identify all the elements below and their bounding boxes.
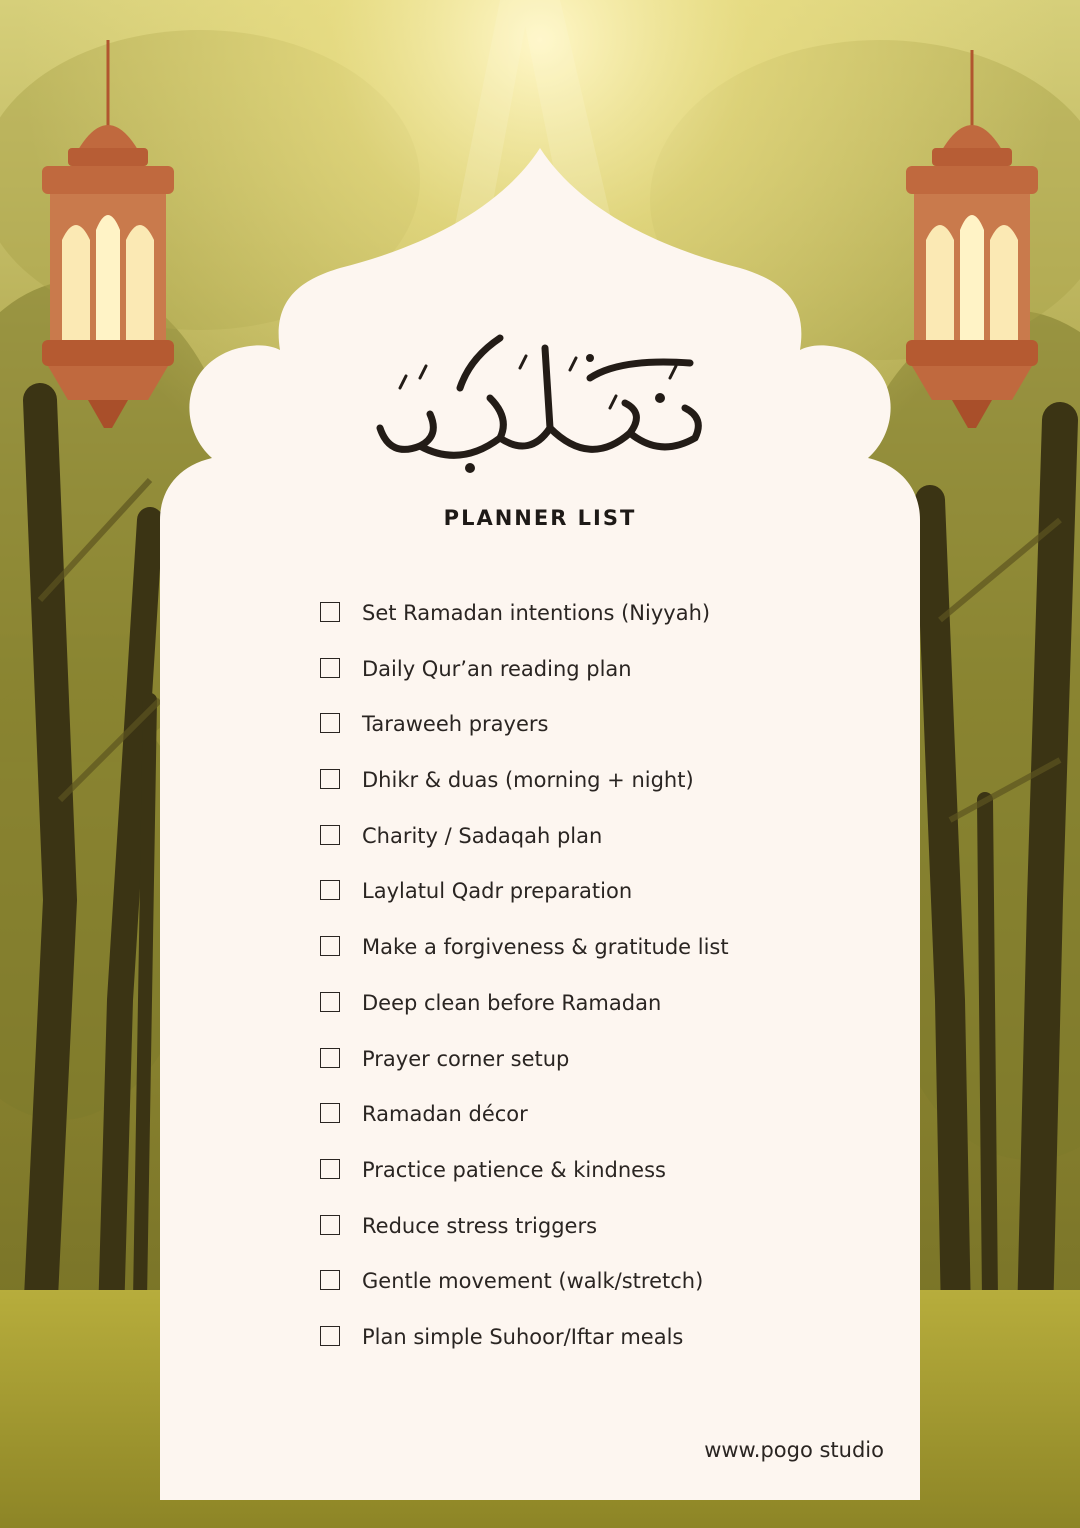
checklist-item-label: Reduce stress triggers: [362, 1213, 598, 1238]
checklist-item-label: Prayer corner setup: [362, 1046, 570, 1071]
checklist-item[interactable]: [320, 988, 880, 1044]
checklist: [320, 598, 880, 1378]
checklist-item[interactable]: [320, 709, 880, 765]
checklist-item[interactable]: [320, 876, 880, 932]
checkbox-icon[interactable]: [320, 1270, 340, 1290]
checkbox-icon[interactable]: [320, 1159, 340, 1179]
checkbox-icon[interactable]: [320, 769, 340, 789]
checkbox-icon[interactable]: [320, 713, 340, 733]
checklist-item[interactable]: [320, 932, 880, 988]
checkbox-icon[interactable]: [320, 1215, 340, 1235]
footer-url: www.pogo studio: [704, 1438, 884, 1462]
checkbox-icon[interactable]: [320, 602, 340, 622]
ramadan-kareem-calligraphy: [360, 318, 720, 498]
checklist-item-label: Dhikr & duas (morning + night): [362, 768, 694, 793]
checklist-item[interactable]: [320, 1155, 880, 1211]
checklist-item-label: Set Ramadan intentions (Niyyah): [362, 601, 711, 625]
planner-title: PLANNER LIST: [443, 506, 637, 530]
checklist-item-label: Practice patience & kindness: [362, 1157, 666, 1182]
checklist-item[interactable]: [320, 654, 880, 710]
checklist-item-label: Ramadan décor: [362, 1102, 528, 1127]
checkbox-icon[interactable]: [320, 825, 340, 845]
checklist-item[interactable]: [320, 765, 880, 821]
checklist-item-label: Daily Qur’an reading plan: [362, 656, 632, 681]
checklist-item-label: Laylatul Qadr preparation: [362, 879, 633, 904]
checklist-item-label: Make a forgiveness & gratitude list: [362, 935, 729, 960]
checklist-item[interactable]: [320, 1099, 880, 1155]
checklist-item[interactable]: [320, 1266, 880, 1322]
checklist-item[interactable]: [320, 1322, 880, 1378]
checkbox-icon[interactable]: [320, 880, 340, 900]
checklist-item-label: Charity / Sadaqah plan: [362, 823, 603, 848]
checklist-item-label: Deep clean before Ramadan: [362, 990, 662, 1015]
checklist-item[interactable]: [320, 1211, 880, 1267]
checklist-item[interactable]: [320, 821, 880, 877]
checklist-item-label: Taraweeh prayers: [362, 712, 549, 737]
checkbox-icon[interactable]: [320, 992, 340, 1012]
checkbox-icon[interactable]: [320, 658, 340, 678]
checkbox-icon[interactable]: [320, 936, 340, 956]
checklist-item[interactable]: [320, 598, 880, 654]
checklist-item[interactable]: [320, 1044, 880, 1100]
checkbox-icon[interactable]: [320, 1103, 340, 1123]
checkbox-icon[interactable]: [320, 1048, 340, 1068]
checkbox-icon[interactable]: [320, 1326, 340, 1346]
checklist-item-label: Gentle movement (walk/stretch): [362, 1269, 704, 1294]
checklist-item-label: Plan simple Suhoor/Iftar meals: [362, 1324, 684, 1349]
